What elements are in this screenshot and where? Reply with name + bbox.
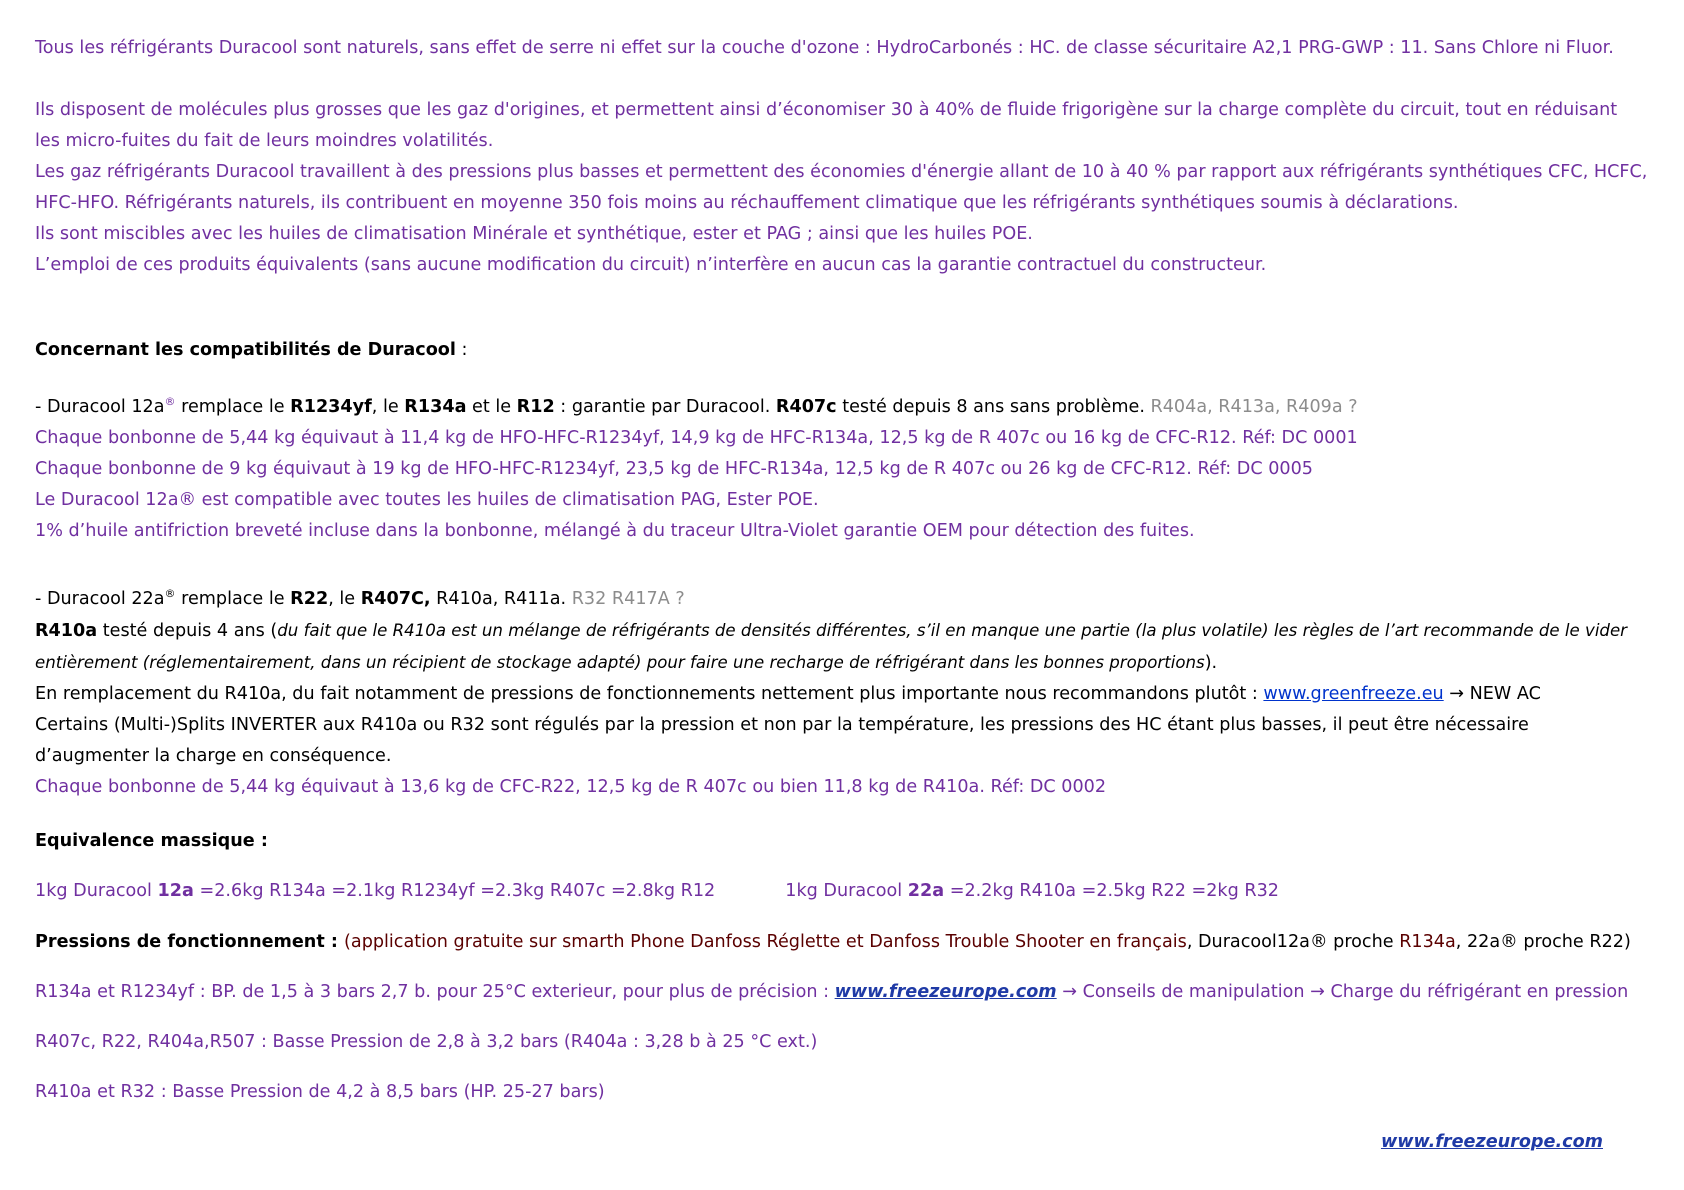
pressure-duracool-note: , Duracool12a® proche: [1186, 931, 1400, 952]
pressure-line-2: R407c, R22, R404a,R507 : Basse Pression de 2,8 à 3,2 bars (R404a : 3,28 b à 25 °C ext.): [35, 1031, 818, 1052]
d12-text-2: remplace le: [175, 396, 291, 417]
equiv-22a-prefix: 1kg Duracool: [785, 880, 908, 901]
duracool-12a-section: [35, 386, 1675, 547]
pressure-handling-advice: Conseils de manipulation: [1077, 981, 1311, 1002]
d12-bold-1: R1234yf: [290, 396, 372, 417]
d12-reg-mark: ®: [164, 395, 176, 408]
intro-line-1: Tous les réfrigérants Duracool sont naturels, sans effet de serre ni effet sur la couche d'ozone : HydroCarbonés : HC. de classe sécuritaire A2,1 PRG-GWP : 11. Sans Chlore ni Fluor.: [35, 38, 1614, 58]
compat-heading: [35, 335, 1675, 366]
d22-italic-1: du fait que le R410a est un mélange de réfrigérants de densités différentes, s’il en manque une partie (la plus volatile) les règles de l’art recommande de le vider: [277, 620, 1627, 640]
pressure-22a-note: , 22a® proche R22): [1455, 931, 1631, 952]
d22-bold-1: R22: [290, 588, 329, 609]
d12-bold-3: R12: [516, 396, 555, 417]
d22-tested-line: [35, 615, 1675, 647]
pressure-line-1: [35, 977, 1675, 1008]
intro-line-6: Ils sont miscibles avec les huiles de climatisation Minérale et synthétique, ester et PAG ; ainsi que les huiles POE.: [35, 224, 1033, 244]
compat-heading-colon: :: [455, 340, 468, 360]
d22-bold-3: R410a: [35, 620, 98, 641]
d22-name: - Duracool 22a: [35, 588, 165, 609]
d22-replacement-text: En remplacement du R410a, du fait notamment de pressions de fonctionnements nettement plus importante nous recommandons plutôt :: [35, 683, 1264, 704]
d12-line-4: Le Duracool 12a® est compatible avec toutes les huiles de climatisation PAG, Ester POE.: [35, 489, 819, 510]
equivalence-heading-text: Equivalence massique :: [35, 830, 268, 851]
d22-bold-2: R407C,: [360, 588, 431, 609]
equiv-12a-prefix: 1kg Duracool: [35, 880, 158, 901]
intro-line-3: les micro-fuites du fait de leurs moindres volatilités.: [35, 131, 494, 151]
d12-grey-note: R404a, R413a, R409a ?: [1150, 396, 1358, 417]
intro-line-4: Les gaz réfrigérants Duracool travaillent à des pressions plus basses et permettent des économies d'énergie allant de 10 à 40 % par rapport aux réfrigérants synthétiques CFC, HCFC,: [35, 162, 1648, 182]
pressure-heading: Pressions de fonctionnement :: [35, 931, 345, 952]
d22-bottle-line: Chaque bonbonne de 5,44 kg équivaut à 13,6 kg de CFC-R22, 12,5 kg de R 407c ou bien 11,8 kg de R410a. Réf: DC 0002: [35, 776, 1107, 797]
d12-text-4: et le: [466, 396, 517, 417]
d22-text-2: remplace le: [175, 588, 291, 609]
d12-line-3: Chaque bonbonne de 9 kg équivaut à 19 kg de HFO-HFC-R1234yf, 23,5 kg de HFC-R134a, 12,5 kg de R 407c ou 26 kg de CFC-R12. Réf: DC 0005: [35, 458, 1313, 479]
d22-title-line: [35, 578, 1675, 615]
equivalence-heading: [35, 826, 1675, 857]
pressure-charge-text: Charge du réfrigérant en pression: [1324, 981, 1629, 1002]
d22-inverter-line-1: Certains (Multi-)Splits INVERTER aux R410a ou R32 sont régulés par la pression et non par la température, les pressions des HC étant plus basses, il peut être nécessaire: [35, 714, 1529, 735]
pressure-r134a: R134a: [1399, 931, 1456, 952]
d12-line-2: Chaque bonbonne de 5,44 kg équivaut à 11,4 kg de HFO-HFC-R1234yf, 14,9 kg de HFC-R134a, 12,5 kg de R 407c ou 16 kg de CFC-R12. Réf: DC 0001: [35, 427, 1358, 448]
intro-line-2: Ils disposent de molécules plus grosses que les gaz d'origines, et permettent ainsi d’économiser 30 à 40% de fluide frigorigène sur la charge complète du circuit, tout en réduisant: [35, 100, 1618, 120]
d12-line-5: 1% d’huile antifriction breveté incluse dans la bonbonne, mélangé à du traceur Ultra-Violet garantie OEM pour détection des fuites.: [35, 520, 1195, 541]
compat-heading-text: Concernant les compatibilités de Duracool: [35, 340, 456, 360]
intro-line-7: L’emploi de ces produits équivalents (sans aucune modification du circuit) n’interfère en aucun cas la garantie contractuel du constructeur.: [35, 255, 1267, 275]
intro-section: [35, 33, 1675, 281]
greenfreeze-link[interactable]: www.greenfreeze.eu: [1263, 683, 1444, 704]
pressure-r134a-text: R134a et R1234yf : BP. de 1,5 à 3 bars 2,7 b. pour 25°C exterieur, pour plus de précision :: [35, 981, 835, 1002]
equiv-22a-values: =2.2kg R410a =2.5kg R22 =2kg R32: [944, 880, 1279, 901]
d22-replacement-line: [35, 679, 1675, 710]
pressure-heading-line: [35, 927, 1675, 958]
footer-freezeurope-link[interactable]: www.freezeurope.com: [1380, 1132, 1603, 1152]
d22-text-5: testé depuis 4 ans (: [97, 620, 278, 641]
document-page: [35, 33, 1675, 1108]
d22-text-4: R410a, R411a.: [430, 588, 572, 609]
equiv-12a-values: =2.6kg R134a =2.1kg R1234yf =2.3kg R407c =2.8kg R12: [193, 880, 716, 901]
d22-reg-mark: ®: [164, 586, 176, 600]
d12-text-5: : garantie par Duracool.: [554, 396, 776, 417]
d22-text-3: , le: [328, 588, 361, 609]
equivalence-line: [35, 876, 1675, 907]
arrow-right-icon: →: [1062, 981, 1077, 1002]
equiv-22a-name: 22a: [907, 880, 945, 901]
intro-line-5: HFC-HFO. Réfrigérants naturels, ils contribuent en moyenne 350 fois moins au réchauffement climatique que les réfrigérants synthétiques soumis à déclarations.: [35, 193, 1459, 213]
duracool-22a-section: [35, 578, 1675, 803]
pressure-app-note: (application gratuite sur smarth Phone Danfoss Réglette et Danfoss Trouble Shooter en français: [344, 931, 1187, 952]
d22-new-ac: NEW AC: [1464, 683, 1541, 704]
d22-inverter-line-2: d’augmenter la charge en conséquence.: [35, 745, 392, 766]
d22-grey-note: R32 R417A ?: [571, 588, 685, 609]
d12-title-line: [35, 386, 1675, 423]
d12-text-3: , le: [371, 396, 405, 417]
arrow-right-icon: →: [1449, 683, 1465, 704]
pressure-line-3: R410a et R32 : Basse Pression de 4,2 à 8,5 bars (HP. 25-27 bars): [35, 1081, 605, 1102]
d22-italic-line-2: [35, 647, 1675, 679]
d12-name: - Duracool 12a: [35, 396, 165, 417]
d22-text-6: ).: [1204, 652, 1218, 673]
freezeurope-link-inline[interactable]: www.freezeurope.com: [834, 981, 1057, 1002]
d12-text-6: testé depuis 8 ans sans problème.: [836, 396, 1151, 417]
arrow-right-icon: →: [1310, 981, 1325, 1002]
d22-italic-2: entièrement (réglementairement, dans un récipient de stockage adapté) pour faire une recharge de réfrigérant dans les bonnes proportions: [35, 652, 1205, 672]
equiv-12a-name: 12a: [157, 880, 194, 901]
d12-bold-2: R134a: [404, 396, 467, 417]
d12-bold-4: R407c: [775, 396, 837, 417]
